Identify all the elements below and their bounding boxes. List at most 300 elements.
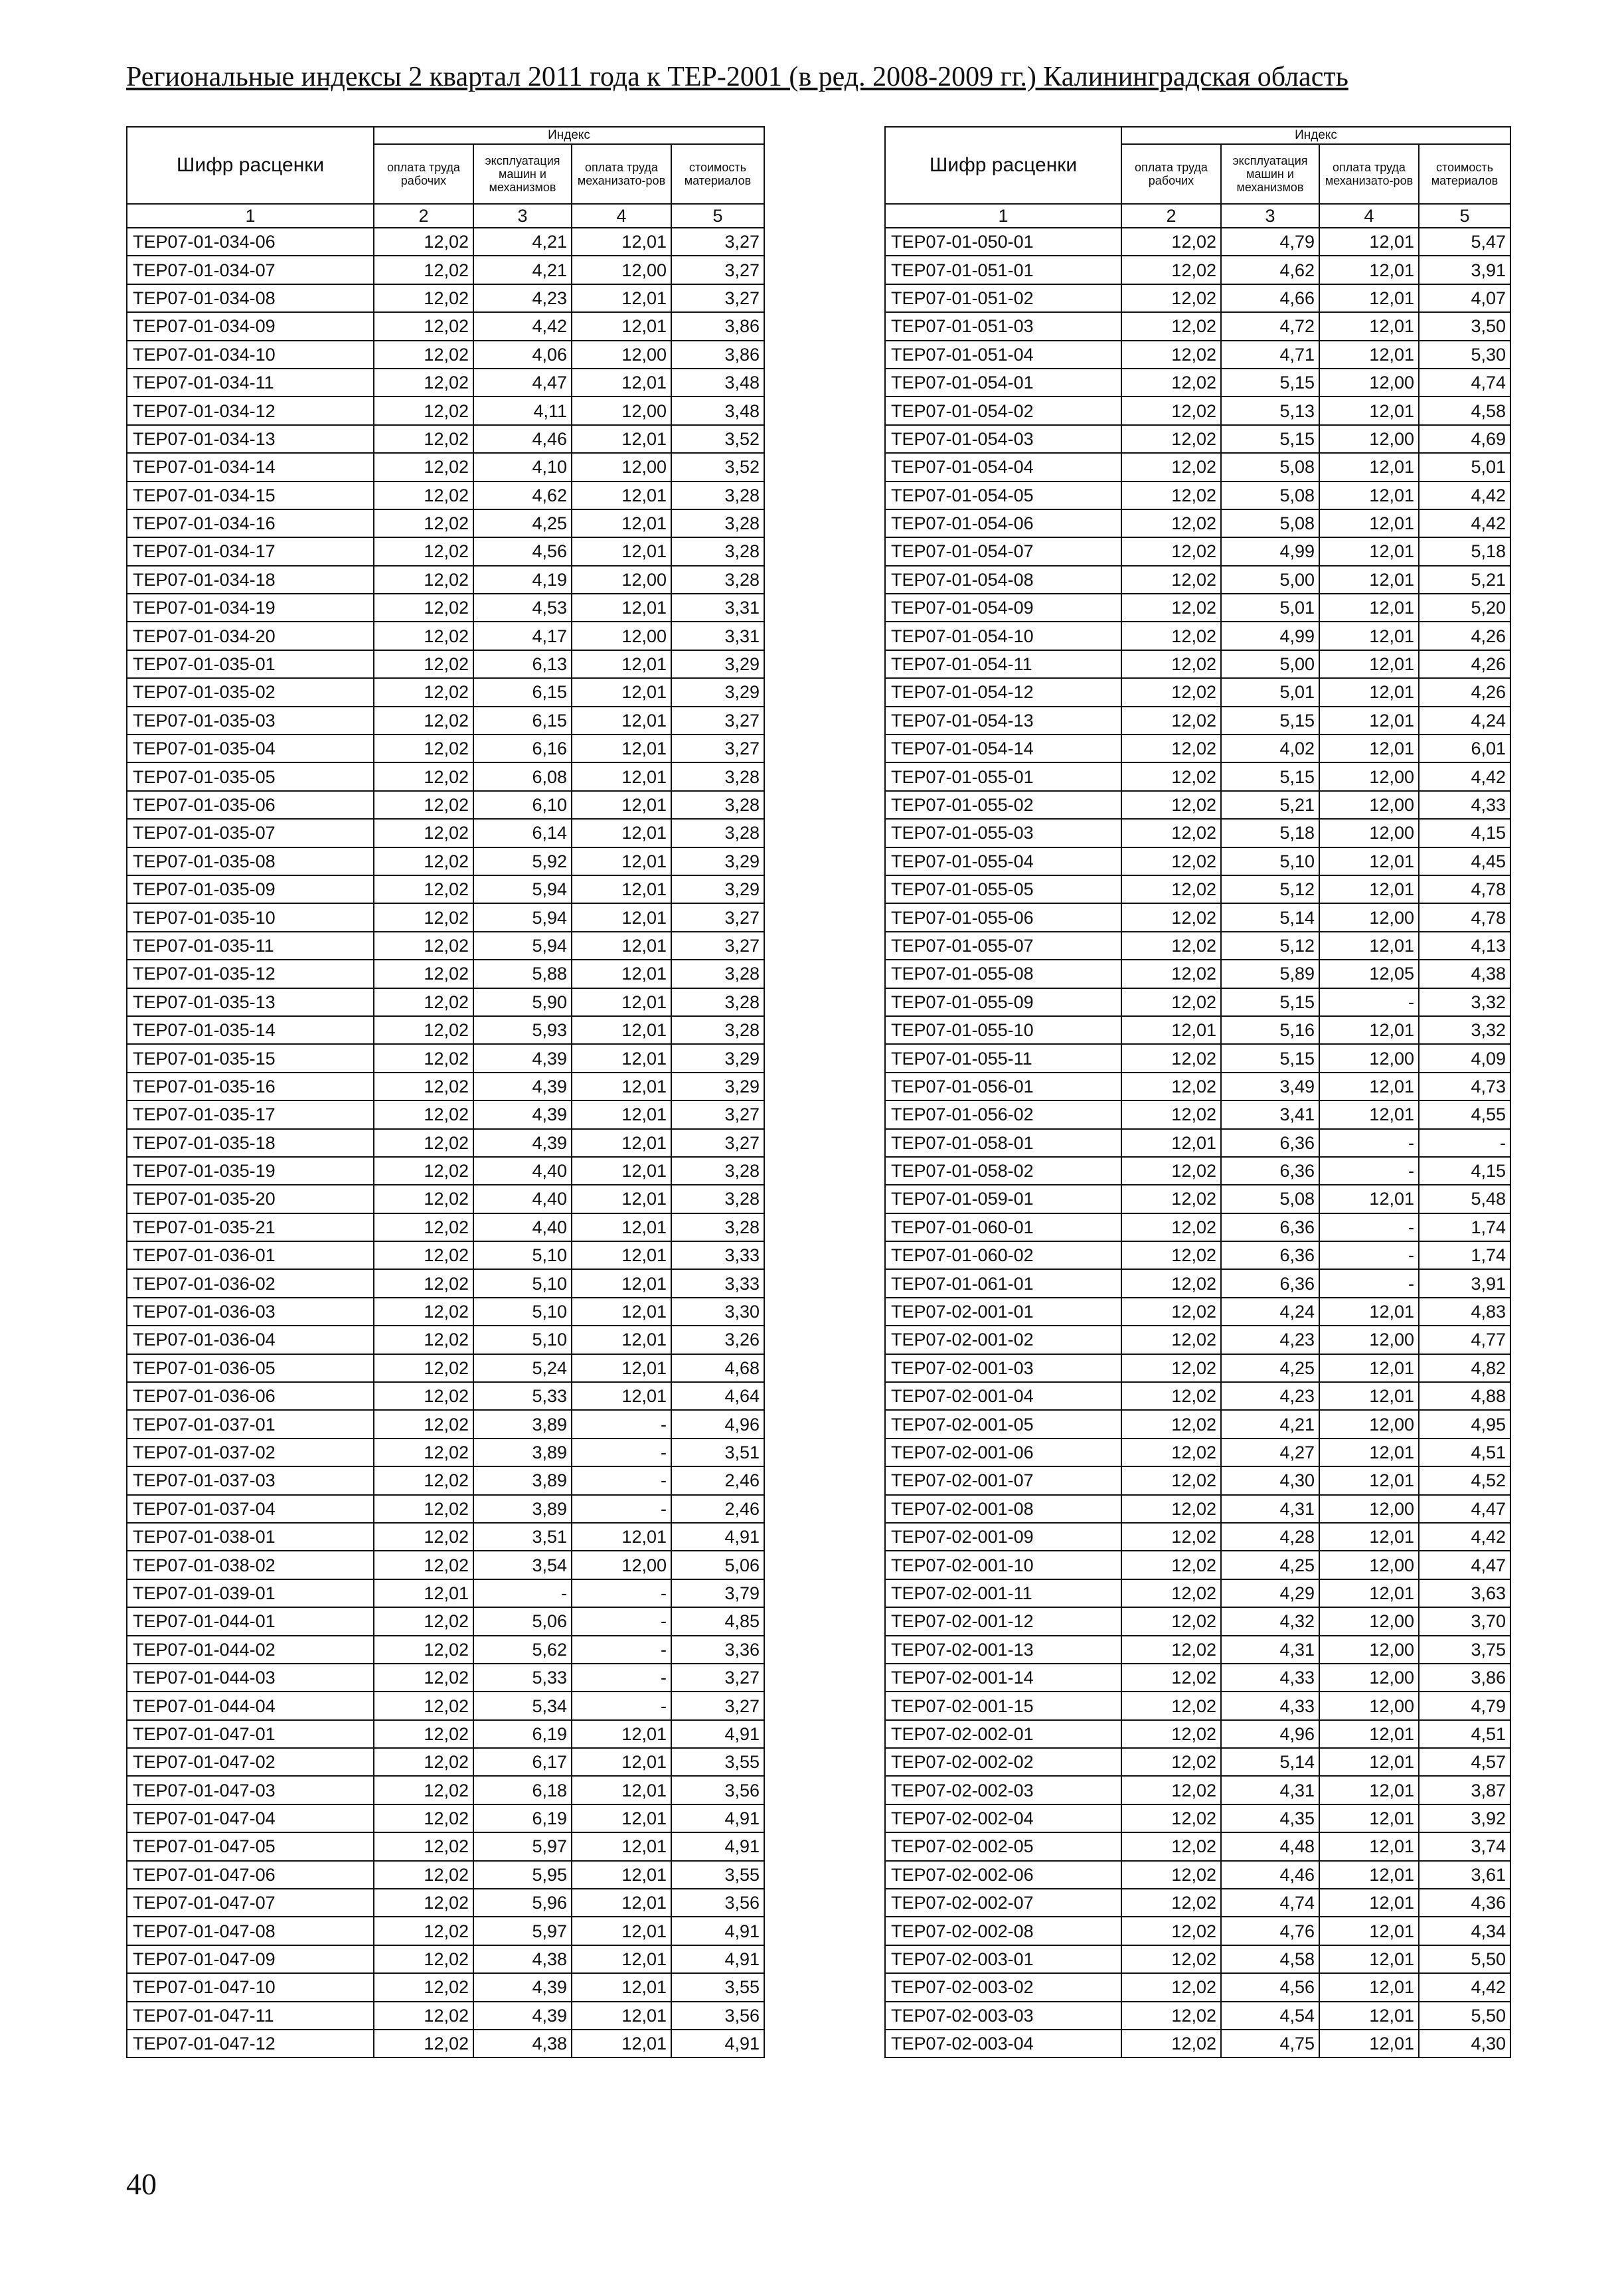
cell-materials: 4,38 [1419,960,1510,988]
cell-mech-labor: - [572,1466,671,1494]
cell-materials: 4,57 [1419,1748,1510,1776]
cell-materials: 4,09 [1419,1044,1510,1072]
cell-mech-labor: 12,01 [572,1326,671,1354]
cell-mech-labor: 12,01 [572,1917,671,1945]
cell-code: ТЕР07-01-035-09 [127,875,374,903]
table-row [127,1692,764,1719]
cell-materials: 3,55 [671,1861,764,1889]
cell-code: ТЕР07-01-051-04 [885,341,1121,369]
cell-code: ТЕР07-01-061-01 [885,1269,1121,1297]
cell-machines: 6,10 [473,791,572,819]
cell-labor: 12,02 [1121,1326,1221,1354]
header-machines: эксплуатация машин и механизмов [473,144,572,204]
cell-code: ТЕР07-02-001-15 [885,1692,1121,1719]
cell-code: ТЕР07-01-035-10 [127,903,374,931]
table-row [127,1298,764,1326]
header-num-2: 2 [1121,204,1221,228]
cell-code: ТЕР07-01-038-02 [127,1551,374,1579]
cell-mech-labor: 12,01 [572,650,671,678]
table-row [127,1016,764,1044]
cell-machines: 5,10 [473,1326,572,1354]
cell-materials: 4,83 [1419,1298,1510,1326]
cell-labor: 12,02 [1121,509,1221,537]
cell-labor: 12,02 [1121,2002,1221,2030]
cell-mech-labor: 12,01 [572,1804,671,1832]
cell-code: ТЕР07-01-047-01 [127,1720,374,1748]
cell-mech-labor: 12,01 [1319,1100,1419,1128]
cell-machines: 4,42 [473,312,572,340]
table-row [885,2002,1510,2030]
cell-code: ТЕР07-02-001-12 [885,1607,1121,1635]
cell-labor: 12,02 [1121,1832,1221,1860]
cell-code: ТЕР07-02-001-13 [885,1636,1121,1664]
cell-code: ТЕР07-01-055-06 [885,903,1121,931]
cell-code: ТЕР07-01-037-03 [127,1466,374,1494]
cell-labor: 12,02 [374,2030,473,2057]
cell-code: ТЕР07-01-054-13 [885,707,1121,735]
cell-mech-labor: 12,00 [1319,791,1419,819]
cell-materials: 3,27 [671,1664,764,1692]
table-row [127,1917,764,1945]
cell-mech-labor: 12,01 [572,1523,671,1551]
cell-materials: 3,91 [1419,1269,1510,1297]
cell-materials: 5,20 [1419,594,1510,622]
cell-mech-labor: 12,01 [572,1945,671,1973]
cell-code: ТЕР07-02-002-05 [885,1832,1121,1860]
cell-code: ТЕР07-02-003-02 [885,1973,1121,2001]
cell-materials: 3,28 [671,988,764,1016]
cell-code: ТЕР07-01-054-12 [885,678,1121,706]
cell-materials: 4,15 [1419,819,1510,847]
cell-materials: 4,91 [671,1917,764,1945]
cell-labor: 12,02 [374,566,473,594]
cell-machines: 4,76 [1221,1917,1319,1945]
cell-labor: 12,02 [374,1832,473,1860]
cell-labor: 12,02 [1121,1607,1221,1635]
cell-machines: 5,97 [473,1832,572,1860]
table-row [127,1100,764,1128]
table-row [127,312,764,340]
cell-materials: 3,27 [671,1129,764,1157]
cell-machines: 4,02 [1221,735,1319,762]
cell-mech-labor: 12,01 [1319,875,1419,903]
cell-code: ТЕР07-01-047-05 [127,1832,374,1860]
cell-materials: 3,36 [671,1636,764,1664]
header-num-2: 2 [374,204,473,228]
cell-code: ТЕР07-01-037-02 [127,1439,374,1466]
cell-code: ТЕР07-01-036-01 [127,1241,374,1269]
cell-code: ТЕР07-01-044-04 [127,1692,374,1719]
cell-mech-labor: 12,01 [1319,1439,1419,1466]
cell-code: ТЕР07-01-047-12 [127,2030,374,2057]
left-index-table [126,126,765,2058]
cell-materials: 5,47 [1419,228,1510,256]
cell-code: ТЕР07-01-047-02 [127,1748,374,1776]
cell-code: ТЕР07-01-056-02 [885,1100,1121,1128]
cell-code: ТЕР07-01-054-10 [885,622,1121,650]
cell-labor: 12,02 [1121,762,1221,790]
cell-code: ТЕР07-01-047-11 [127,2002,374,2030]
cell-code: ТЕР07-01-035-12 [127,960,374,988]
cell-machines: 6,19 [473,1720,572,1748]
left-table-header [127,127,764,228]
cell-machines: 4,62 [1221,256,1319,284]
cell-mech-labor: 12,01 [1319,622,1419,650]
cell-materials: 4,91 [671,1523,764,1551]
cell-mech-labor: 12,00 [1319,1607,1419,1635]
cell-code: ТЕР07-01-055-11 [885,1044,1121,1072]
cell-mech-labor: 12,00 [1319,369,1419,396]
cell-labor: 12,02 [374,960,473,988]
cell-machines: 4,79 [1221,228,1319,256]
cell-machines: 3,89 [473,1439,572,1466]
cell-labor: 12,02 [1121,1664,1221,1692]
cell-labor: 12,02 [1121,988,1221,1016]
cell-materials: - [1419,1129,1510,1157]
cell-materials: 3,75 [1419,1636,1510,1664]
cell-code: ТЕР07-01-055-05 [885,875,1121,903]
cell-machines: 4,58 [1221,1945,1319,1973]
cell-mech-labor: 12,01 [1319,1748,1419,1776]
cell-labor: 12,02 [374,1269,473,1297]
cell-machines: 5,00 [1221,650,1319,678]
left-table-body [127,228,764,2057]
cell-labor: 12,02 [374,369,473,396]
table-row [127,1269,764,1297]
cell-materials: 3,51 [671,1439,764,1466]
cell-labor: 12,02 [374,1861,473,1889]
cell-code: ТЕР07-01-054-06 [885,509,1121,537]
cell-mech-labor: 12,01 [572,903,671,931]
cell-code: ТЕР07-02-002-07 [885,1889,1121,1917]
cell-labor: 12,02 [1121,1523,1221,1551]
table-row [885,650,1510,678]
table-row [885,932,1510,960]
cell-labor: 12,02 [1121,453,1221,481]
cell-machines: - [473,1579,572,1607]
header-num-3: 3 [1221,204,1319,228]
page-title: Региональные индексы 2 квартал 2011 года к ТЕР-2001 (в ред. 2008-2009 гг.) Калининградская область [126,62,1348,92]
cell-labor: 12,02 [374,735,473,762]
cell-materials: 3,32 [1419,988,1510,1016]
cell-labor: 12,02 [1121,1100,1221,1128]
cell-machines: 4,39 [473,1973,572,2001]
table-row [127,762,764,790]
cell-machines: 4,25 [1221,1354,1319,1382]
cell-code: ТЕР07-01-047-09 [127,1945,374,1973]
cell-code: ТЕР07-02-001-03 [885,1354,1121,1382]
cell-materials: 3,28 [671,537,764,565]
cell-labor: 12,02 [374,1410,473,1438]
cell-labor: 12,02 [374,1466,473,1494]
cell-labor: 12,02 [374,1073,473,1100]
table-row [127,341,764,369]
cell-labor: 12,02 [1121,1439,1221,1466]
cell-mech-labor: - [572,1607,671,1635]
cell-labor: 12,02 [374,1945,473,1973]
cell-labor: 12,02 [1121,1410,1221,1438]
cell-code: ТЕР07-01-055-08 [885,960,1121,988]
cell-machines: 4,25 [1221,1551,1319,1579]
table-row [885,425,1510,453]
cell-machines: 5,15 [1221,762,1319,790]
cell-labor: 12,02 [1121,1861,1221,1889]
cell-labor: 12,02 [374,1889,473,1917]
cell-code: ТЕР07-01-054-01 [885,369,1121,396]
table-row [885,1523,1510,1551]
cell-materials: 5,50 [1419,1945,1510,1973]
cell-machines: 4,39 [473,1073,572,1100]
table-row [127,622,764,650]
cell-mech-labor: - [1319,1129,1419,1157]
cell-code: ТЕР07-01-055-02 [885,791,1121,819]
cell-mech-labor: 12,01 [1319,341,1419,369]
cell-mech-labor: 12,01 [1319,1298,1419,1326]
cell-materials: 4,52 [1419,1466,1510,1494]
cell-mech-labor: - [572,1664,671,1692]
cell-materials: 3,56 [671,2002,764,2030]
cell-machines: 4,99 [1221,537,1319,565]
table-row [885,1410,1510,1438]
cell-mech-labor: - [572,1439,671,1466]
cell-machines: 4,32 [1221,1607,1319,1635]
cell-mech-labor: 12,01 [572,1354,671,1382]
cell-materials: 4,95 [1419,1410,1510,1438]
cell-mech-labor: 12,00 [572,341,671,369]
cell-materials: 4,26 [1419,678,1510,706]
table-row [885,481,1510,509]
cell-materials: 4,91 [671,1720,764,1748]
cell-machines: 4,46 [1221,1861,1319,1889]
cell-code: ТЕР07-01-035-20 [127,1185,374,1213]
cell-mech-labor: 12,01 [572,369,671,396]
cell-machines: 5,33 [473,1664,572,1692]
cell-machines: 5,01 [1221,594,1319,622]
cell-materials: 5,50 [1419,2002,1510,2030]
cell-labor: 12,02 [1121,1636,1221,1664]
cell-code: ТЕР07-01-047-06 [127,1861,374,1889]
cell-code: ТЕР07-01-034-08 [127,284,374,312]
cell-code: ТЕР07-01-035-15 [127,1044,374,1072]
cell-code: ТЕР07-01-034-16 [127,509,374,537]
cell-labor: 12,02 [374,762,473,790]
cell-materials: 4,42 [1419,481,1510,509]
cell-labor: 12,02 [374,1044,473,1072]
cell-labor: 12,02 [1121,1044,1221,1072]
cell-code: ТЕР07-01-036-04 [127,1326,374,1354]
table-row [885,678,1510,706]
cell-labor: 12,02 [1121,903,1221,931]
cell-labor: 12,02 [374,1973,473,2001]
cell-materials: 3,55 [671,1748,764,1776]
cell-code: ТЕР07-01-034-20 [127,622,374,650]
cell-materials: 3,27 [671,932,764,960]
table-row [885,1269,1510,1297]
cell-labor: 12,02 [1121,256,1221,284]
cell-materials: 3,28 [671,1016,764,1044]
cell-machines: 5,18 [1221,819,1319,847]
cell-machines: 4,11 [473,396,572,424]
cell-code: ТЕР07-02-001-05 [885,1410,1121,1438]
cell-mech-labor: 12,01 [572,1129,671,1157]
cell-machines: 4,21 [1221,1410,1319,1438]
table-row [885,1382,1510,1410]
table-row [127,1523,764,1551]
cell-labor: 12,02 [1121,1213,1221,1241]
cell-labor: 12,02 [374,341,473,369]
cell-mech-labor: 12,01 [1319,1889,1419,1917]
cell-code: ТЕР07-01-035-03 [127,707,374,735]
table-row [127,453,764,481]
cell-mech-labor: 12,01 [572,1382,671,1410]
cell-code: ТЕР07-02-001-10 [885,1551,1121,1579]
cell-code: ТЕР07-01-039-01 [127,1579,374,1607]
cell-mech-labor: 12,01 [1319,1354,1419,1382]
cell-machines: 5,16 [1221,1016,1319,1044]
table-row [885,903,1510,931]
cell-labor: 12,02 [374,453,473,481]
cell-labor: 12,02 [374,1692,473,1719]
cell-machines: 4,21 [473,256,572,284]
cell-machines: 4,40 [473,1185,572,1213]
cell-materials: 3,86 [671,341,764,369]
header-num-3: 3 [473,204,572,228]
cell-machines: 3,89 [473,1466,572,1494]
table-row [885,1748,1510,1776]
cell-materials: 4,47 [1419,1495,1510,1523]
cell-labor: 12,02 [1121,819,1221,847]
table-row [885,1861,1510,1889]
table-row [127,537,764,565]
cell-mech-labor: 12,00 [572,256,671,284]
cell-machines: 4,56 [473,537,572,565]
cell-code: ТЕР07-01-055-04 [885,847,1121,875]
table-row [885,1044,1510,1072]
table-row [885,1466,1510,1494]
cell-labor: 12,02 [374,509,473,537]
cell-machines: 4,54 [1221,2002,1319,2030]
table-row [885,1439,1510,1466]
table-row [127,1157,764,1185]
cell-materials: 3,31 [671,594,764,622]
cell-machines: 5,14 [1221,903,1319,931]
cell-materials: 4,13 [1419,932,1510,960]
cell-materials: 3,48 [671,369,764,396]
cell-materials: 4,82 [1419,1354,1510,1382]
cell-code: ТЕР07-01-058-02 [885,1157,1121,1185]
table-row [127,1551,764,1579]
cell-code: ТЕР07-01-035-02 [127,678,374,706]
cell-machines: 4,10 [473,453,572,481]
cell-machines: 5,12 [1221,875,1319,903]
cell-materials: 3,28 [671,762,764,790]
cell-materials: 4,85 [671,1607,764,1635]
cell-code: ТЕР07-01-034-12 [127,396,374,424]
cell-mech-labor: 12,00 [1319,1636,1419,1664]
cell-machines: 4,33 [1221,1692,1319,1719]
cell-labor: 12,02 [1121,960,1221,988]
table-row [127,228,764,256]
header-code: Шифр расценки [885,127,1121,204]
cell-materials: 3,92 [1419,1804,1510,1832]
cell-materials: 4,24 [1419,707,1510,735]
cell-machines: 4,39 [473,1044,572,1072]
cell-labor: 12,02 [374,425,473,453]
cell-materials: 3,26 [671,1326,764,1354]
cell-materials: 3,61 [1419,1861,1510,1889]
table-row [885,453,1510,481]
cell-machines: 6,36 [1221,1241,1319,1269]
table-row [885,509,1510,537]
cell-mech-labor: 12,01 [1319,1861,1419,1889]
cell-machines: 3,51 [473,1523,572,1551]
cell-machines: 5,15 [1221,988,1319,1016]
table-row [127,819,764,847]
cell-materials: 4,30 [1419,2030,1510,2057]
cell-labor: 12,02 [374,2002,473,2030]
cell-mech-labor: 12,01 [1319,707,1419,735]
cell-mech-labor: 12,01 [572,875,671,903]
cell-labor: 12,02 [374,1776,473,1804]
cell-mech-labor: 12,01 [572,509,671,537]
cell-code: ТЕР07-02-001-14 [885,1664,1121,1692]
cell-materials: 3,27 [671,284,764,312]
cell-code: ТЕР07-01-034-06 [127,228,374,256]
cell-code: ТЕР07-02-001-06 [885,1439,1121,1466]
cell-machines: 5,94 [473,932,572,960]
cell-code: ТЕР07-02-001-09 [885,1523,1121,1551]
cell-materials: 3,33 [671,1269,764,1297]
cell-code: ТЕР07-01-044-01 [127,1607,374,1635]
cell-labor: 12,02 [1121,1889,1221,1917]
cell-code: ТЕР07-01-035-08 [127,847,374,875]
cell-code: ТЕР07-01-056-01 [885,1073,1121,1100]
cell-code: ТЕР07-01-036-05 [127,1354,374,1382]
cell-code: ТЕР07-01-034-18 [127,566,374,594]
cell-labor: 12,02 [1121,847,1221,875]
cell-labor: 12,02 [1121,707,1221,735]
table-row [127,1241,764,1269]
cell-machines: 4,30 [1221,1466,1319,1494]
table-row [885,1129,1510,1157]
cell-machines: 5,97 [473,1917,572,1945]
cell-labor: 12,02 [1121,369,1221,396]
cell-mech-labor: - [1319,1241,1419,1269]
cell-code: ТЕР07-01-036-06 [127,1382,374,1410]
table-row [885,847,1510,875]
cell-labor: 12,02 [374,1241,473,1269]
cell-code: ТЕР07-01-036-03 [127,1298,374,1326]
cell-code: ТЕР07-02-003-03 [885,2002,1121,2030]
cell-mech-labor: 12,01 [572,988,671,1016]
cell-mech-labor: 12,01 [572,1776,671,1804]
cell-labor: 12,02 [374,1298,473,1326]
cell-code: ТЕР07-01-035-19 [127,1157,374,1185]
cell-machines: 5,10 [473,1241,572,1269]
table-row [127,678,764,706]
cell-mech-labor: 12,00 [1319,1495,1419,1523]
cell-labor: 12,02 [1121,875,1221,903]
cell-mech-labor: 12,00 [572,622,671,650]
cell-mech-labor: 12,01 [572,1044,671,1072]
table-row [885,284,1510,312]
cell-mech-labor: 12,01 [1319,594,1419,622]
cell-code: ТЕР07-02-002-08 [885,1917,1121,1945]
cell-code: ТЕР07-02-002-03 [885,1776,1121,1804]
table-row [127,735,764,762]
cell-machines: 5,62 [473,1636,572,1664]
table-row [885,1776,1510,1804]
